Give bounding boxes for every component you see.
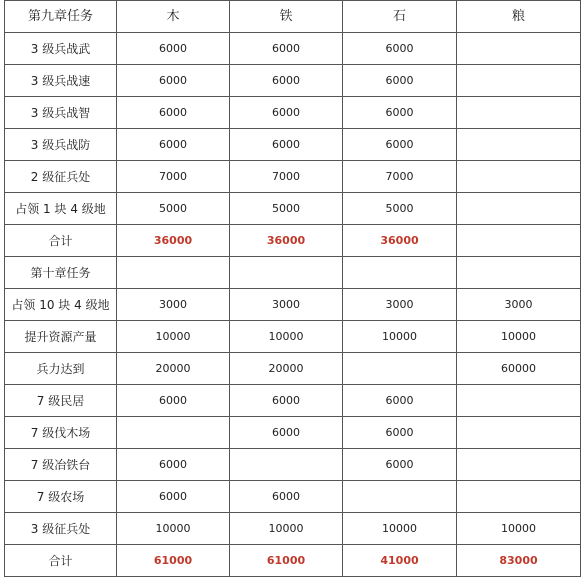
row-label: 3 级征兵处 [5, 513, 117, 545]
table-row [5, 161, 581, 193]
table-row [5, 449, 581, 481]
stone-value: 6000 [343, 385, 457, 417]
wood-value [117, 257, 230, 289]
wood-total: 61000 [117, 545, 230, 577]
wood-value: 6000 [117, 449, 230, 481]
stone-value: 6000 [343, 417, 457, 449]
iron-value: 6000 [230, 129, 343, 161]
stone-total: 41000 [343, 545, 457, 577]
wood-value: 6000 [117, 97, 230, 129]
row-label: 兵力达到 [5, 353, 117, 385]
stone-value: 10000 [343, 321, 457, 353]
row-label: 占领 1 块 4 级地 [5, 193, 117, 225]
table-row [5, 353, 581, 385]
row-label: 7 级伐木场 [5, 417, 117, 449]
stone-value [343, 481, 457, 513]
chapter-9-heading: 第九章任务 [5, 1, 117, 33]
iron-value: 5000 [230, 193, 343, 225]
iron-total: 61000 [230, 545, 343, 577]
wood-value: 7000 [117, 161, 230, 193]
food-value: 10000 [457, 513, 581, 545]
table-row [5, 289, 581, 321]
total-label: 合计 [5, 545, 117, 577]
column-header-food: 粮 [457, 1, 581, 33]
food-value [457, 449, 581, 481]
food-value: 60000 [457, 353, 581, 385]
iron-value: 6000 [230, 481, 343, 513]
iron-value [230, 449, 343, 481]
stone-value: 6000 [343, 129, 457, 161]
food-total [457, 225, 581, 257]
stone-value: 3000 [343, 289, 457, 321]
stone-value: 6000 [343, 449, 457, 481]
table-row [5, 385, 581, 417]
stone-value: 6000 [343, 33, 457, 65]
wood-value: 10000 [117, 513, 230, 545]
stone-value [343, 353, 457, 385]
row-label: 3 级兵战防 [5, 129, 117, 161]
food-value [457, 97, 581, 129]
table-header-row [5, 1, 581, 33]
table-row [5, 129, 581, 161]
row-label: 2 级征兵处 [5, 161, 117, 193]
row-label: 7 级冶铁台 [5, 449, 117, 481]
food-value [457, 65, 581, 97]
wood-value: 5000 [117, 193, 230, 225]
stone-total: 36000 [343, 225, 457, 257]
food-value [457, 33, 581, 65]
iron-value: 6000 [230, 385, 343, 417]
iron-value: 20000 [230, 353, 343, 385]
stone-value: 7000 [343, 161, 457, 193]
column-header-wood: 木 [117, 1, 230, 33]
food-value [457, 417, 581, 449]
food-value [457, 257, 581, 289]
table-row [5, 513, 581, 545]
food-value [457, 161, 581, 193]
wood-value: 6000 [117, 385, 230, 417]
row-label: 占领 10 块 4 级地 [5, 289, 117, 321]
wood-value: 3000 [117, 289, 230, 321]
stone-value: 5000 [343, 193, 457, 225]
iron-value: 10000 [230, 513, 343, 545]
stone-value [343, 257, 457, 289]
iron-value: 6000 [230, 33, 343, 65]
iron-total: 36000 [230, 225, 343, 257]
row-label: 3 级兵战武 [5, 33, 117, 65]
chapter-10-heading: 第十章任务 [5, 257, 117, 289]
section-heading-row [5, 257, 581, 289]
wood-total: 36000 [117, 225, 230, 257]
table-row [5, 481, 581, 513]
wood-value [117, 417, 230, 449]
row-label: 3 级兵战智 [5, 97, 117, 129]
iron-value: 6000 [230, 97, 343, 129]
food-value [457, 385, 581, 417]
iron-value: 6000 [230, 65, 343, 97]
iron-value: 6000 [230, 417, 343, 449]
row-label: 7 级农场 [5, 481, 117, 513]
table-row [5, 65, 581, 97]
stone-value: 6000 [343, 97, 457, 129]
column-header-stone: 石 [343, 1, 457, 33]
food-value [457, 193, 581, 225]
iron-value [230, 257, 343, 289]
column-header-iron: 铁 [230, 1, 343, 33]
wood-value: 6000 [117, 65, 230, 97]
table-row [5, 33, 581, 65]
iron-value: 7000 [230, 161, 343, 193]
total-label: 合计 [5, 225, 117, 257]
stone-value: 10000 [343, 513, 457, 545]
wood-value: 6000 [117, 129, 230, 161]
row-label: 提升资源产量 [5, 321, 117, 353]
table-row [5, 97, 581, 129]
stone-value: 6000 [343, 65, 457, 97]
wood-value: 6000 [117, 33, 230, 65]
food-value: 10000 [457, 321, 581, 353]
food-value [457, 481, 581, 513]
row-label: 3 级兵战速 [5, 65, 117, 97]
table-row [5, 193, 581, 225]
wood-value: 20000 [117, 353, 230, 385]
food-value [457, 129, 581, 161]
iron-value: 3000 [230, 289, 343, 321]
table-row [5, 417, 581, 449]
iron-value: 10000 [230, 321, 343, 353]
total-row [5, 225, 581, 257]
wood-value: 10000 [117, 321, 230, 353]
table-row [5, 321, 581, 353]
resource-requirements-table [4, 0, 581, 577]
food-value: 3000 [457, 289, 581, 321]
row-label: 7 级民居 [5, 385, 117, 417]
food-total: 83000 [457, 545, 581, 577]
wood-value: 6000 [117, 481, 230, 513]
